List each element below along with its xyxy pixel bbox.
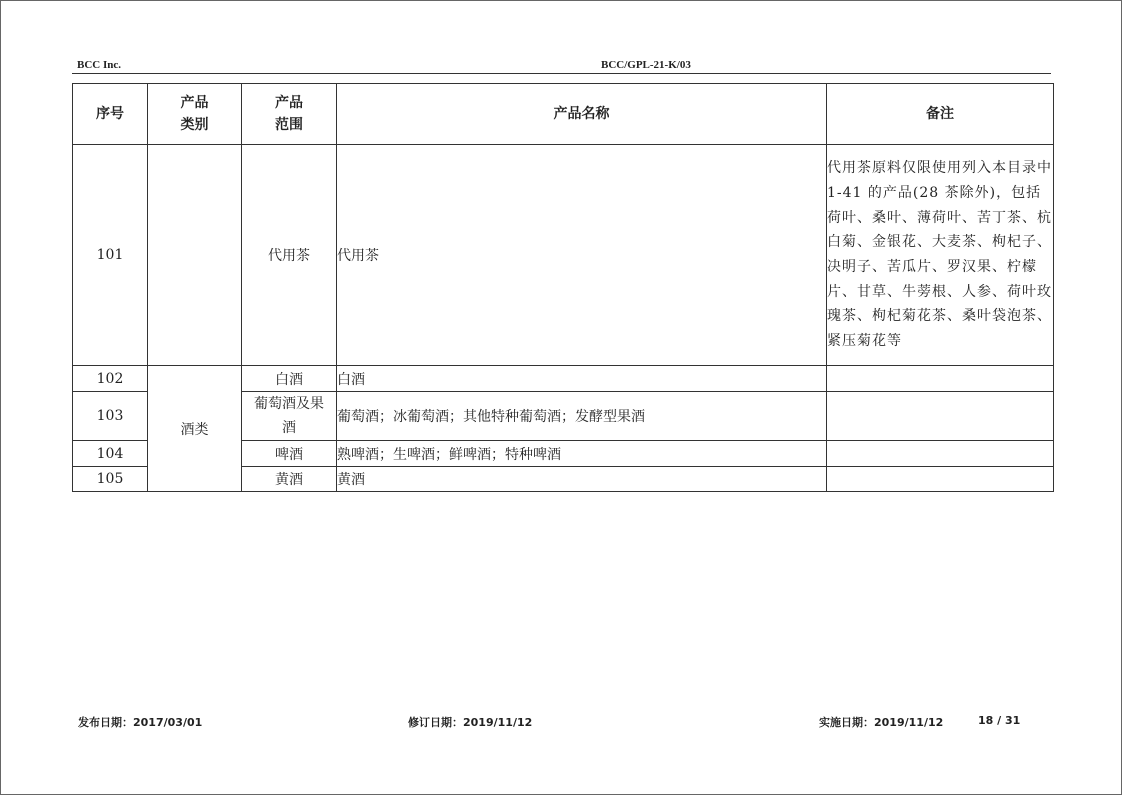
cell-no: 101 (73, 145, 148, 366)
col-header-name: 产品名称 (337, 84, 827, 145)
table-row (73, 366, 1054, 392)
footer-issue-date: 发布日期：2017/03/01 (78, 716, 203, 729)
header-company: BCC Inc. (77, 59, 122, 71)
footer-page-number: 18 / 31 (978, 714, 1021, 727)
cell-category (148, 145, 242, 366)
col-header-scope-line2: 范围 (275, 117, 303, 133)
cell-no: 104 (73, 441, 148, 467)
cell-name: 熟啤酒；生啤酒；鲜啤酒；特种啤酒 (337, 441, 827, 467)
cell-no: 102 (73, 366, 148, 392)
cell-scope: 葡萄酒及果酒 (242, 392, 337, 441)
cell-scope: 黄酒 (242, 467, 337, 492)
cell-name: 代用茶 (337, 145, 827, 366)
cell-name: 黄酒 (337, 467, 827, 492)
cell-name: 葡萄酒；冰葡萄酒；其他特种葡萄酒；发酵型果酒 (337, 392, 827, 441)
col-header-scope (242, 84, 337, 145)
col-header-category (148, 84, 242, 145)
cell-note: 代用茶原料仅限使用列入本目录中 1-41 的产品(28 茶除外)，包括荷叶、桑叶、薄荷叶、苦丁茶、杭白菊、金银花、大麦茶、枸杞子、决明子、苦瓜片、罗汉果、柠檬片、甘草、牛蒡根、人参、荷叶玫瑰茶、枸杞菊花茶、桑叶袋泡茶、紧压菊花等 (827, 145, 1054, 366)
product-table (72, 83, 1054, 492)
cell-scope: 代用茶 (242, 145, 337, 366)
header-doc-code: BCC/GPL-21-K/03 (601, 59, 691, 71)
cell-no: 105 (73, 467, 148, 492)
col-header-category-line1: 产品 (180, 95, 209, 111)
cell-note (827, 366, 1054, 392)
cell-note (827, 467, 1054, 492)
col-header-no: 序号 (73, 84, 148, 145)
cell-scope: 啤酒 (242, 441, 337, 467)
cell-note (827, 392, 1054, 441)
table-header-row (73, 84, 1054, 145)
footer-effective-date: 实施日期：2019/11/12 (819, 716, 944, 729)
table-row (73, 145, 1054, 366)
col-header-note: 备注 (827, 84, 1054, 145)
cell-category-group: 酒类 (148, 366, 242, 492)
footer-revise-date: 修订日期：2019/11/12 (408, 716, 533, 729)
cell-name: 白酒 (337, 366, 827, 392)
col-header-scope-line1: 产品 (275, 95, 303, 111)
cell-note (827, 441, 1054, 467)
header-rule (72, 73, 1051, 74)
cell-scope: 白酒 (242, 366, 337, 392)
cell-no: 103 (73, 392, 148, 441)
col-header-category-line2: 类别 (180, 117, 209, 133)
